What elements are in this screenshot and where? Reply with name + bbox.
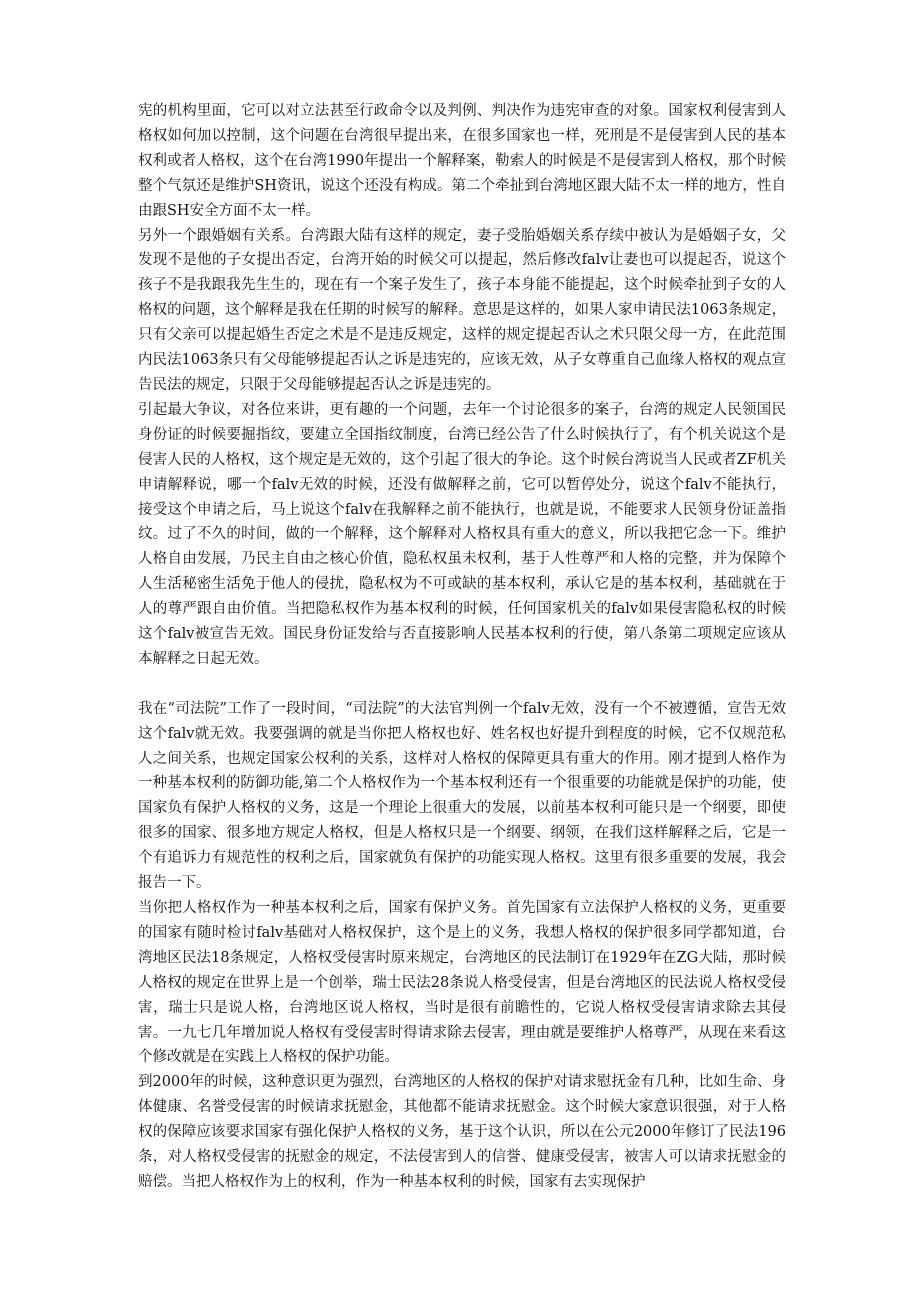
- paragraph-3: 引起最大争议，对各位来讲，更有趣的一个问题，去年一个讨论很多的案子，台湾的规定人民领国民身份证的时候要掘指纹，要建立全国指纹制度，台湾已经公告了什么时候执行了，有个机关说这个是侵害人民的人格权，这个规定是无效的，这个引起了很大的争论。这个时候台湾说当人民或者ZF机关申请解释说，哪一个falv无效的时候，还没有做解释之前，它可以暂停处分，说这个falv不能执行，接受这个申请之后，马上说这个falv在我解释之前不能执行，也就是说，不能要求人民领身份证盖指纹。过了不久的时间，做的一个解释，这个解释对人格权具有重大的意义，所以我把它念一下。维护人格自由发展，乃民主自由之核心价值，隐私权虽未权利，基于人性尊严和人格的完整，并为保障个人生活秘密生活免于他人的侵扰，隐私权为不可或缺的基本权利，承认它是的基本权利，基础就在于人的尊严跟自由价值。当把隐私权作为基本权利的时候，任何国家机关的falv如果侵害隐私权的时候这个falv被宣告无效。国民身份证发给与否直接影响人民基本权利的行使，第八条第二项规定应该从本解释之日起无效。: [138, 401, 786, 667]
- paragraph-4: 我在“司法院”工作了一段时间，“司法院”的大法官判例一个falv无效，没有一个不被遵循，宣告无效这个falv就无效。我要强调的就是当你把人格权也好、姓名权也好提升到程度的时候，它不仅规范私人之间关系，也规定国家公权利的关系，这样对人格权的保障更具有重大的作用。刚才提到人格作为一种基本权利的防御功能,第二个人格权作为一个基本权利还有一个很重要的功能就是保护的功能，使国家负有保护人格权的义务，这是一个理论上很重大的发展，以前基本权利可能只是一个纲要，即使很多的国家、很多地方规定人格权，但是人格权只是一个纲要、纲领，在我们这样解释之后，它是一个有追诉力有规范性的权利之后，国家就负有保护的功能实现人格权。这里有很多重要的发展，我会报告一下。: [138, 700, 786, 892]
- paragraph-5: 当你把人格权作为一种基本权利之后，国家有保护义务。首先国家有立法保护人格权的义务，更重要的国家有随时检讨falv基础对人格权保护，这个是上的义务，我想人格权的保护很多同学都知道，台湾地区民法18条规定，人格权受侵害时原来规定，台湾地区的民法制订在1929年在ZG大陆，那时候人格权的规定在世界上是一个创举，瑞士民法28条说人格受侵害，但是台湾地区的民法说人格权受侵害，瑞士只是说人格，台湾地区说人格权，当时是很有前瞻性的，它说人格权受侵害请求除去其侵害。一九七几年增加说人格权有受侵害时得请求除去侵害，理由就是要维护人格尊严，从现在来看这个修改就是在实践上人格权的保护功能。: [138, 899, 786, 1066]
- paragraph-2: 另外一个跟婚姻有关系。台湾跟大陆有这样的规定，妻子受胎婚姻关系存续中被认为是婚姻子女，父发现不是他的子女提出否定，台湾开始的时候父可以提起，然后修改falv让妻也可以提起否，说这个孩子不是我跟我先生生的，现在有一个案子发生了，孩子本身能不能提起，这个时候牵扯到子女的人格权的问题，这个解释是我在任期的时候写的解释。意思是这样的，如果人家申请民法1063条规定，只有父亲可以提起婚生否定之术是不是违反规定，这样的规定提起否认之术只限父母一方，在此范围内民法1063条只有父母能够提起否认之诉是违宪的，应该无效，从子女尊重自己血缘人格权的观点宣告民法的规定，只限于父母能够提起否认之诉是违宪的。: [138, 227, 786, 393]
- paragraph-1: 宪的机构里面，它可以对立法甚至行政命令以及判例、判决作为违宪审查的对象。国家权利侵害到人格权如何加以控制，这个问题在台湾很早提出来，在很多国家也一样，死刑是不是侵害到人民的基本权利或者人格权，这个在台湾1990年提出一个解释案，勒索人的时候是不是侵害到人格权，那个时候整个气氛还是维护SH资讯，说这个还没有构成。第二个牵扯到台湾地区跟大陆不太一样的地方，性自由跟SH安全方面不太一样。: [138, 103, 786, 219]
- document-page: [138, 99, 786, 1195]
- paragraph-spacer: [138, 672, 786, 697]
- paragraph-6: 到2000年的时候，这种意识更为强烈，台湾地区的人格权的保护对请求慰抚金有几种，比如生命、身体健康、名誉受侵害的时候请求抚慰金，其他都不能请求抚慰金。这个时候大家意识很强，对于人格权的保障应该要求国家有强化保护人格权的义务，基于这个认识，所以在公元2000年修订了民法196条，对人格权受侵害的抚慰金的规定，不法侵害到人的信誉、健康受侵害，被害人可以请求抚慰金的赔偿。当把人格权作为上的权利，作为一种基本权利的时候，国家有去实现保护: [138, 1074, 786, 1190]
